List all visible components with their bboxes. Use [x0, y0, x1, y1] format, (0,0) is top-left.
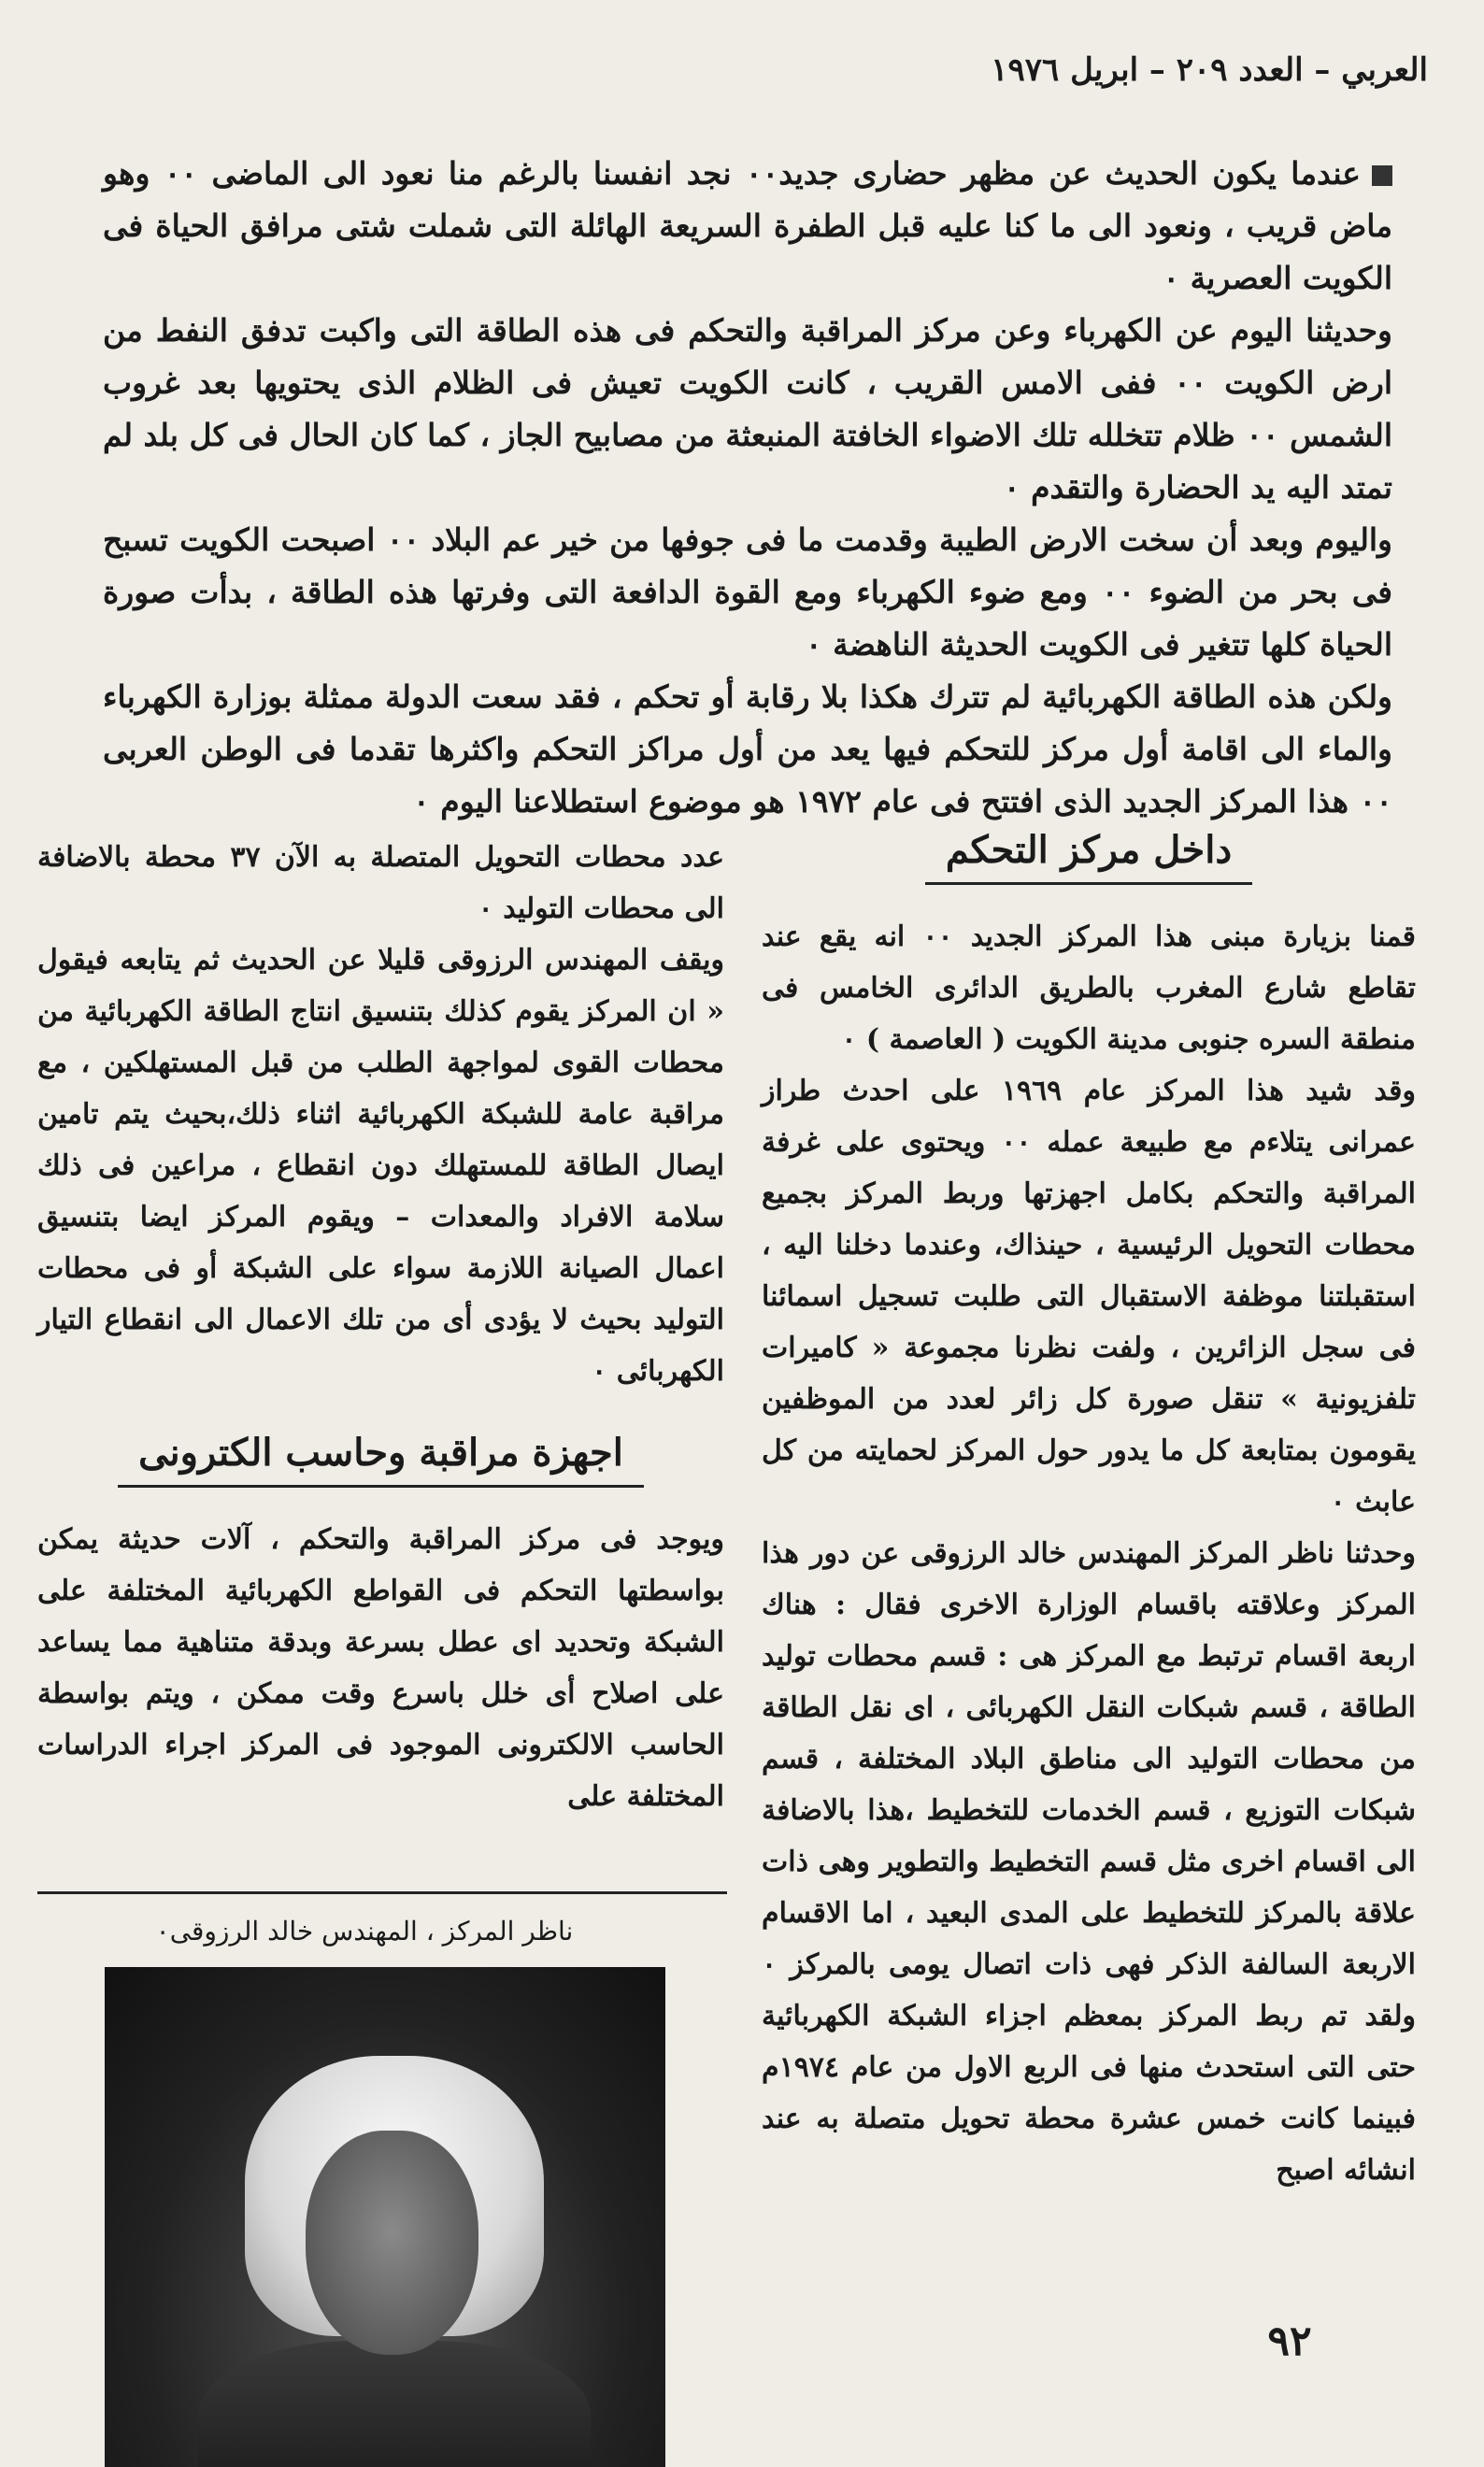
- face-shape: [306, 2131, 478, 2355]
- body-paragraph: عدد محطات التحويل المتصلة به الآن ٣٧ محطة بالاضافة الى محطات التوليد ٠: [37, 841, 725, 925]
- left-column: [37, 832, 724, 1822]
- body-paragraph: وحدثنا ناظر المركز المهندس خالد الرزوقى عن دور هذا المركز وعلاقته باقسام الوزارة الاخرى فقال : هناك اربعة اقسام ترتبط مع المركز هى : قسم محطات توليد الطاقة ، قسم شبكات النقل الكهربائى ، اى نقل الطاقة من محطات التوليد الى مناطق البلاد المختلفة ، قسم شبكات التوزيع ، قسم الخدمات للتخطيط ،هذا بالاضافة الى اقسام اخرى مثل قسم التخطيط والتطوير وهى ذات علاقة بالمركز للتخطيط على المدى البعيد ، اما الاقسام الاربعة السالفة الذكر فهى ذات اتصال يومى بالمركز ٠ ولقد تم ربط المركز بمعظم اجزاء الشبكة الكهربائية حتى التى استحدث منها فى الربع الاول من عام ١٩٧٤م فبينما كانت خمس عشرة محطة تحويل متصلة به عند انشائه اصبح: [762, 1537, 1416, 2187]
- intro-paragraph: وحديثنا اليوم عن الكهرباء وعن مركز المراقبة والتحكم فى هذه الطاقة التى واكبت تدفق النفط من ارض الكويت ٠٠ ففى الامس القريب ، كانت الكويت تعيش فى الظلام الذى يحتويها بعد غروب الشمس ٠٠ ظلام تتخلله تلك الاضواء الخافتة المنبعثة من مصابيح الجاز ، كما كان الحال فى كل بلد لم تمتد اليه يد الحضارة والتقدم ٠: [103, 312, 1392, 506]
- intro-paragraph: واليوم وبعد أن سخت الارض الطيبة وقدمت ما فى جوفها من خير عم البلاد ٠٠ اصبحت الكويت تسبح فى بحر من الضوء ٠٠ ومع ضوء الكهرباء ومع القوة الدافعة التى وفرتها هذه الطاقة ، بدأت صورة الحياة كلها تتغير فى الكويت الحديثة الناهضة ٠: [103, 521, 1392, 663]
- body-paragraph: ويقف المهندس الرزوقى قليلا عن الحديث ثم يتابعه فيقول « ان المركز يقوم كذلك بتنسيق انتاج الطاقة الكهربائية من محطات القوى لمواجهة الطلب من قبل المستهلكين ، مع مراقبة عامة للشبكة الكهربائية اثناء ذلك،بحيث يتم تامين ايصال الطاقة للمستهلك دون انقطاع ، مراعين فى ذلك سلامة الافراد والمعدات – ويقوم المركز ايضا بتنسيق اعمال الصيانة اللازمة سواء على الشبكة أو فى محطات التوليد بحيث لا يؤدى أى من تلك الاعمال الى انقطاع التيار الكهربائى ٠: [37, 944, 724, 1388]
- photo-caption: ناظر المركز ، المهندس خالد الرزوقى٠: [155, 1916, 574, 1947]
- body-paragraph: ويوجد فى مركز المراقبة والتحكم ، آلات حديثة يمكن بواسطتها التحكم فى القواطع الكهربائية المختلفة على الشبكة وتحديد اى عطل بسرعة وبدقة متناهية مما يساعد على اصلاح أى خلل باسرع وقت ممكن ، ويتم بواسطة الحاسب الالكترونى الموجود فى المركز اجراء الدراسات المختلفة على: [37, 1523, 724, 1813]
- page-number: ٩٢: [1267, 2317, 1312, 2365]
- portrait-photo: [105, 1967, 665, 2467]
- section-heading: داخل مركز التحكم: [762, 822, 1416, 894]
- intro-paragraph: عندما يكون الحديث عن مظهر حضارى جديد٠٠ نجد انفسنا بالرغم منا نعود الى الماضى ٠٠ وهو ماض قريب ، ونعود الى ما كنا عليه قبل الطفرة السريعة الهائلة التى شملت شتى مرافق الحياة فى الكويت العصرية ٠: [103, 155, 1392, 296]
- intro-paragraph: ولكن هذه الطاقة الكهربائية لم تترك هكذا بلا رقابة أو تحكم ، فقد سعت الدولة ممثلة بوزارة الكهرباء والماء الى اقامة أول مركز للتحكم فيها يعد من أول مراكز التحكم واكثرها تقدما فى الوطن العربى ٠٠ هذا المركز الجديد الذى افتتح فى عام ١٩٧٢ هو موضوع استطلاعنا اليوم ٠: [103, 678, 1392, 820]
- page-header: العربي – العدد ٢٠٩ – ابريل ١٩٧٦: [991, 51, 1428, 89]
- body-paragraph: وقد شيد هذا المركز عام ١٩٦٩ على احدث طراز عمرانى يتلاءم مع طبيعة عمله ٠٠ ويحتوى على غرفة المراقبة والتحكم بكامل اجهزتها وربط المركز بجميع محطات التحويل الرئيسية ، حينذاك، وعندما دخلنا اليه ، استقبلتنا موظفة الاستقبال التى طلبت تسجيل اسمائنا فى سجل الزائرين ، ولفت نظرنا مجموعة « كاميرات تلفزيونية » تنقل صورة كل زائر لعدد من الموظفين يقومون بمتابعة كل ما يدور حول المركز لحمايته من كل عابث ٠: [762, 1075, 1416, 1519]
- right-column: [762, 822, 1416, 2196]
- square-bullet-icon: [1372, 165, 1392, 186]
- section-heading: اجهزة مراقبة وحاسب الكترونى: [37, 1425, 724, 1497]
- intro-text: [103, 148, 1392, 828]
- caption-divider: [37, 1891, 727, 1894]
- body-paragraph: قمنا بزيارة مبنى هذا المركز الجديد ٠٠ انه يقع عند تقاطع شارع المغرب بالطريق الدائرى الخامس فى منطقة السره جنوبى مدينة الكويت ( العاصمة ) ٠: [762, 920, 1417, 1056]
- body-shape: [198, 2341, 591, 2467]
